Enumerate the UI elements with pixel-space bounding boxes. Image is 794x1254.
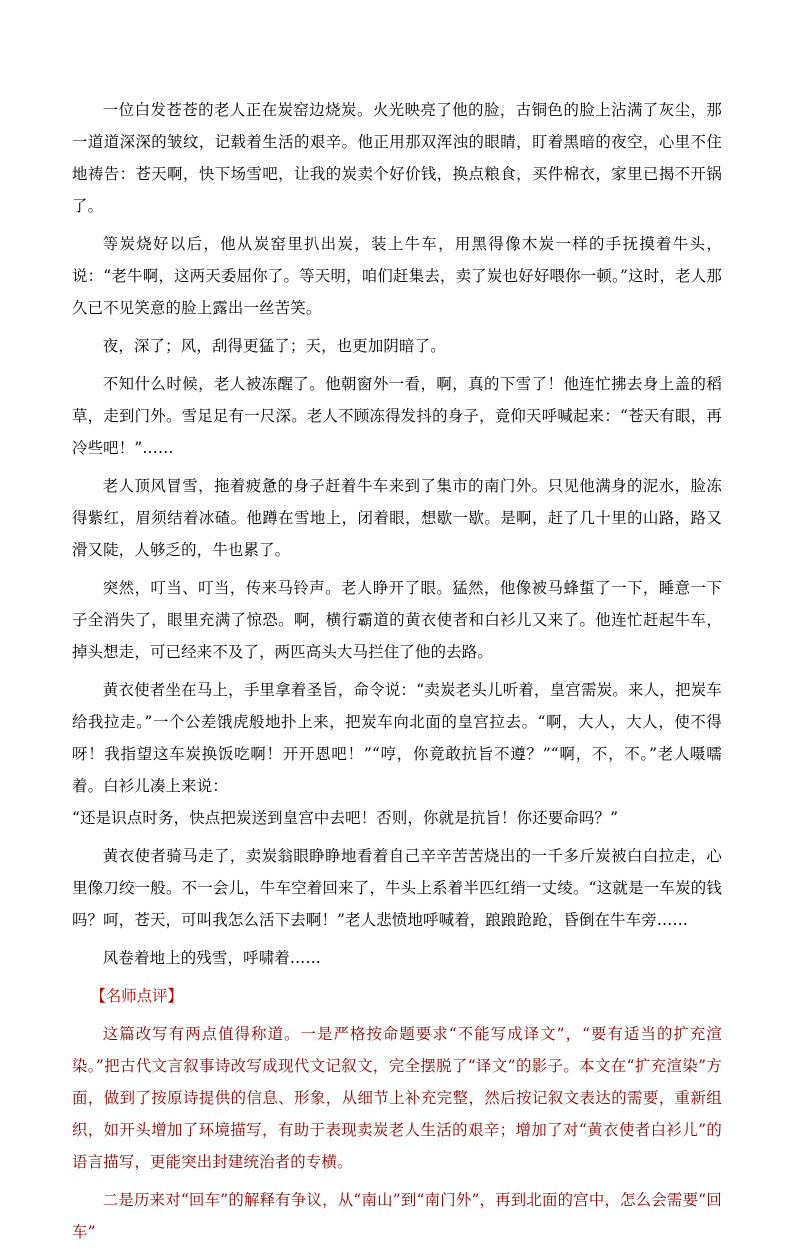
story-paragraph-7: 黄衣使者坐在马上，手里拿着圣旨，命令说：“卖炭老头儿听着，皇宫需炭。来人，把炭车给我拉走。”一个公差饿虎般地扑上来，把炭车向北面的皇宫拉去。“啊，大人，大人，使不得呀！我指望这车炭换饭吃啊！开开恩吧！”“哼，你竟敢抗旨不遵？”“啊，不，不。”老人嗫嚅着。白衫儿凑上来说：: [72, 681, 722, 795]
story-paragraph-2: 等炭烧好以后，他从炭窑里扒出炭，装上牛车，用黑得像木炭一样的手抚摸着牛头，说：“老牛啊，这两天委屈你了。等天明，咱们赶集去，卖了炭也好好喂你一顿。”这时，老人那久已不见笑意的脸上露出一丝苦笑。: [72, 235, 722, 317]
comment-paragraph-2: 二是历来对“回车”的解释有争议，从“南山”到“南门外”，再到北面的宫中，怎么会需要“回车”: [72, 1191, 722, 1241]
comment-heading: 【名师点评】: [90, 987, 183, 1005]
story-paragraph-4: 不知什么时候，老人被冻醒了。他朝窗外一看，啊，真的下雪了！他连忙拂去身上盖的稻草，走到门外。雪足足有一尺深。老人不顾冻得发抖的身子，竟仰天呼喊起来：“苍天有眼，再冷些吧！”……: [72, 375, 722, 457]
document-page: [72, 94, 722, 1254]
story-paragraph-5: 老人顶风冒雪，拖着疲惫的身子赶着牛车来到了集市的南门外。只见他满身的泥水，脸冻得紫红，眉须结着冰碴。他蹲在雪地上，闭着眼，想歇一歇。是啊，赶了几十里的山路，路又滑又陡，人够乏的，牛也累了。: [72, 477, 722, 559]
story-paragraph-1: 一位白发苍苍的老人正在炭窑边烧炭。火光映亮了他的脸，古铜色的脸上沾满了灰尘，那一道道深深的皱纹，记载着生活的艰辛。他正用那双浑浊的眼睛，盯着黑暗的夜空，心里不住地祷告：苍天啊，快下场雪吧，让我的炭卖个好价钱，换点粮食，买件棉衣，家里已揭不开锅了。: [72, 101, 722, 215]
story-paragraph-6: 突然，叮当、叮当，传来马铃声。老人睁开了眼。猛然，他像被马蜂蜇了一下，睡意一下子全消失了，眼里充满了惊恐。啊，横行霸道的黄衣使者和白衫儿又来了。他连忙赶起牛车，掉头想走，可已经来不及了，两匹高头大马拦住了他的去路。: [72, 579, 722, 661]
story-paragraph-9: 风卷着地上的残雪，呼啸着……: [102, 949, 322, 967]
comment-paragraph-1: 这篇改写有两点值得称道。一是严格按命题要求“不能写成译文”，“要有适当的扩充渲染。”把古代文言叙事诗改写成现代文记叙文，完全摆脱了“译文”的影子。本文在“扩充渲染”方面，做到了按原诗提供的信息、形象，从细节上补充完整，然后按记叙文表达的需要，重新组织，如开头增加了环境描写，有助于表现卖炭老人生活的艰辛；增加了对“黄衣使者白衫儿”的语言描写，更能突出封建统治者的专横。: [72, 1025, 722, 1171]
story-paragraph-8: 黄衣使者骑马走了，卖炭翁眼睁睁地看着自己辛辛苦苦烧出的一千多斤炭被白白拉走，心里像刀绞一般。不一会儿，牛车空着回来了，牛头上系着半匹红绡一丈绫。“这就是一车炭的钱吗？呵，苍天，可叫我怎么活下去啊！”老人悲愤地呼喊着，踉踉跄跄，昏倒在牛车旁……: [72, 847, 722, 929]
story-quote-line: “还是识点时务，快点把炭送到皇宫中去吧！否则，你就是抗旨！你还要命吗？”: [72, 809, 619, 827]
story-paragraph-3: 夜，深了；风，刮得更猛了；天，也更加阴暗了。: [102, 337, 446, 355]
